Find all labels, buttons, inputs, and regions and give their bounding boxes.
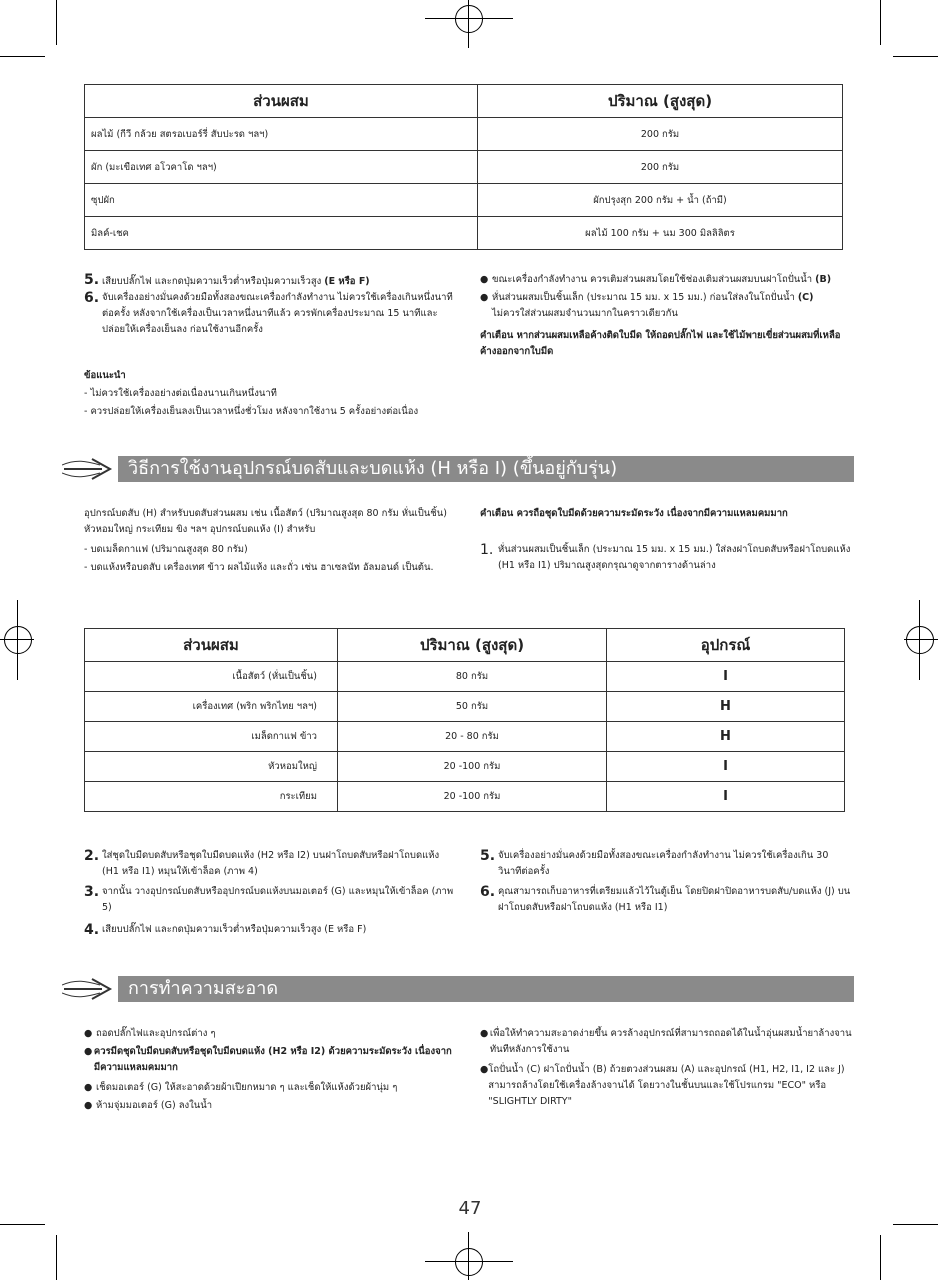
advice-title: ข้อแนะนำ <box>84 370 126 381</box>
table-cell: 200 กรัม <box>478 118 843 151</box>
table-cell: ผักปรุงสุก 200 กรัม + น้ำ (ถ้ามี) <box>478 184 843 217</box>
crop-mark <box>880 1235 881 1280</box>
section-banner-cleaning: การทำความสะอาด <box>118 976 854 1002</box>
table-cell: 200 กรัม <box>478 151 843 184</box>
table-cell: ผัก (มะเขือเทศ อโวคาโด ฯลฯ) <box>85 151 478 184</box>
bullet-item: ● ขณะเครื่องกำลังทำงาน ควรเติมส่วนผสมโดยใช้ช่องเติมส่วนผสมบนฝาโถปั่นน้ำ (B) <box>480 274 832 285</box>
step-5: 5. จับเครื่องอย่างมั่นคงด้วยมือทั้งสองขณะเครื่องกำลังทำงาน ไม่ควรใช้เครื่องเกิน 30 วินาทีต่อครั้ง <box>480 848 829 877</box>
advice-item: - ควรปล่อยให้เครื่องเย็นลงเป็นเวลาหนึ่งชั่วโมง หลังจากใช้งาน 5 ครั้งอย่างต่อเนื่อง <box>84 406 419 417</box>
table-row <box>85 752 845 782</box>
crop-mark <box>0 1224 45 1225</box>
table-cell: ผลไม้ 100 กรัม + นม 300 มิลลิลิตร <box>478 217 843 250</box>
table-row <box>85 692 845 722</box>
step-6: 6. คุณสามารถเก็บอาหารที่เตรียมแล้วไว้ในตู้เย็น โดยปิดฝาปิดอาหารบดสับ/บดแห้ง (J) บนฝาโถบดสับหรือฝาโถบดแห้ง (H1 หรือ I1) <box>480 884 851 913</box>
bullet-item: ● ควรมีดชุดใบมีดบดสับหรือชุดใบมีดบดแห้ง (H2 หรือ I2) ด้วยความระมัดระวัง เนื่องจากมีความแหลมคมมาก <box>84 1046 452 1073</box>
page-number: 47 <box>458 1198 482 1219</box>
table-cell: 20 -100 กรัม <box>338 752 607 782</box>
table-cell: ผลไม้ (กีวี กล้วย สตรอเบอร์รี่ สับปะรด ฯลฯ) <box>85 118 478 151</box>
list-item: - บดเมล็ดกาแฟ (ปริมาณสูงสุด 80 กรัม) <box>84 544 248 555</box>
bullet-item: ● โถปั่นน้ำ (C) ฝาโถปั่นน้ำ (B) ถ้วยตวงส่วนผสม (A) และอุปกรณ์ (H1, H2, I1, I2 และ J) สามารถล้างโดยใช้เครื่องล้างจานได้ โดยวางในชั้นบนและใช้โปรแกรม "ECO" หรือ "SLIGHTLY DIRTY" <box>480 1064 845 1107</box>
crop-mark <box>880 0 881 45</box>
table-cell: 80 กรัม <box>338 662 607 692</box>
table-header: อุปกรณ์ <box>607 629 845 662</box>
step-5: 5. เสียบปลั๊กไฟ และกดปุ่มความเร็วต่ำหรือปุ่มความเร็วสูง (E หรือ F) <box>84 272 370 288</box>
table-row <box>85 217 843 250</box>
table-cell: เนื้อสัตว์ (หั่นเป็นชิ้น) <box>85 662 338 692</box>
table-row <box>85 151 843 184</box>
arrow-icon <box>62 976 124 1006</box>
table-cell: 20 -100 กรัม <box>338 782 607 812</box>
intro-text: อุปกรณ์บดสับ (H) สำหรับบดสับส่วนผสม เช่น เนื้อสัตว์ (ปริมาณสูงสุด 80 กรัม หั่นเป็นชิ้น) หัวหอมใหญ่ กระเทียม ขิง ฯลฯ อุปกรณ์บดแห้ง (I) สำหรับ <box>84 508 447 535</box>
table-row <box>85 118 843 151</box>
warning-text: คำเตือน ควรถือชุดใบมีดด้วยความระมัดระวัง เนื่องจากมีความแหลมคมมาก <box>480 508 788 519</box>
table-row <box>85 722 845 752</box>
table-header: ปริมาณ (สูงสุด) <box>478 85 843 118</box>
table-row <box>85 782 845 812</box>
table-row <box>85 662 845 692</box>
table-cell: 50 กรัม <box>338 692 607 722</box>
step-6: 6. จับเครื่องอย่างมั่นคงด้วยมือทั้งสองขณะเครื่องกำลังทำงาน ไม่ควรใช้เครื่องเกินหนึ่งนาทีต่อครั้ง หลังจากใช้เครื่องเป็นเวลาหนึ่งนาทีแล้ว ควรพักเครื่องประมาณ 15 นาทีและปล่อยให้เครื่องเย็นลง ก่อนใช้งานอีกครั้ง <box>84 290 453 335</box>
bullet-item: ● ห้ามจุ่มมอเตอร์ (G) ลงในน้ำ <box>84 1100 213 1111</box>
bullet-item: ● เช็ดมอเตอร์ (G) ให้สะอาดด้วยผ้าเปียกหมาด ๆ และเช็ดให้แห้งด้วยผ้านุ่ม ๆ <box>84 1082 398 1093</box>
warning-text: คำเตือน หากส่วนผสมเหลือค้างติดใบมีด ให้ถอดปลั๊กไฟ และใช้ไม้พายเขี่ยส่วนผสมที่เหลือค้างออกจากใบมีด <box>480 330 841 357</box>
table-cell: กระเทียม <box>85 782 338 812</box>
table-header: ส่วนผสม <box>85 85 478 118</box>
crop-mark <box>893 1224 938 1225</box>
step-4: 4. เสียบปลั๊กไฟ และกดปุ่มความเร็วต่ำหรือปุ่มความเร็วสูง (E หรือ F) <box>84 922 367 938</box>
table-row <box>85 184 843 217</box>
table-cell: H <box>607 692 845 722</box>
table-cell: 20 - 80 กรัม <box>338 722 607 752</box>
crop-mark <box>893 56 938 57</box>
section-banner-grinder: วิธีการใช้งานอุปกรณ์บดสับและบดแห้ง (H หรือ I) (ขึ้นอยู่กับรุ่น) <box>118 456 854 482</box>
table-cell: I <box>607 782 845 812</box>
bullet-item: ● ถอดปลั๊กไฟและอุปกรณ์ต่าง ๆ <box>84 1028 216 1039</box>
arrow-icon <box>62 456 124 486</box>
quantity-table-grinder <box>84 628 845 812</box>
quantity-table-blender <box>84 84 843 250</box>
table-cell: เมล็ดกาแฟ ข้าว <box>85 722 338 752</box>
table-cell: มิลค์-เชค <box>85 217 478 250</box>
table-header: ส่วนผสม <box>85 629 338 662</box>
table-cell: เครื่องเทศ (พริก พริกไทย ฯลฯ) <box>85 692 338 722</box>
crop-mark <box>0 56 45 57</box>
bullet-item: ● หั่นส่วนผสมเป็นชิ้นเล็ก (ประมาณ 15 มม. x 15 มม.) ก่อนใส่ลงในโถปั่นน้ำ (C) ไม่ควรใส่ส่วนผสมจำนวนมากในคราวเดียวกัน <box>480 292 814 319</box>
table-header: ปริมาณ (สูงสุด) <box>338 629 607 662</box>
table-cell: ซุปผัก <box>85 184 478 217</box>
list-item: - บดแห้งหรือบดสับ เครื่องเทศ ข้าว ผลไม้แห้ง และถั่ว เช่น ฮาเซลนัท อัลมอนด์ เป็นต้น. <box>84 562 434 573</box>
crop-mark <box>56 0 57 45</box>
table-cell: I <box>607 752 845 782</box>
advice-item: - ไม่ควรใช้เครื่องอย่างต่อเนื่องนานเกินหนึ่งนาที <box>84 388 277 399</box>
table-cell: H <box>607 722 845 752</box>
step-2: 2. ใส่ชุดใบมีดบดสับหรือชุดใบมีดบดแห้ง (H2 หรือ I2) บนฝาโถบดสับหรือฝาโถบดแห้ง (H1 หรือ I1) หมุนให้เข้าล็อค (ภาพ 4) <box>84 848 440 877</box>
table-cell: I <box>607 662 845 692</box>
step-3: 3. จากนั้น วางอุปกรณ์บดสับหรืออุปกรณ์บดแห้งบนมอเตอร์ (G) และหมุนให้เข้าล็อค (ภาพ 5) <box>84 884 454 913</box>
bullet-item: ● เพื่อให้ทำความสะอาดง่ายขึ้น ควรล้างอุปกรณ์ที่สามารถถอดได้ในน้ำอุ่นผสมน้ำยาล้างจานทันทีหลังการใช้งาน <box>480 1028 852 1055</box>
crop-mark <box>56 1235 57 1280</box>
step-1: 1. หั่นส่วนผสมเป็นชิ้นเล็ก (ประมาณ 15 มม. x 15 มม.) ใส่ลงฝาโถบดสับหรือฝาโถบดแห้ง (H1 หรือ I1) ปริมาณสูงสุดกรุณาดูจากตารางด้านล่าง <box>480 542 851 571</box>
table-cell: หัวหอมใหญ่ <box>85 752 338 782</box>
